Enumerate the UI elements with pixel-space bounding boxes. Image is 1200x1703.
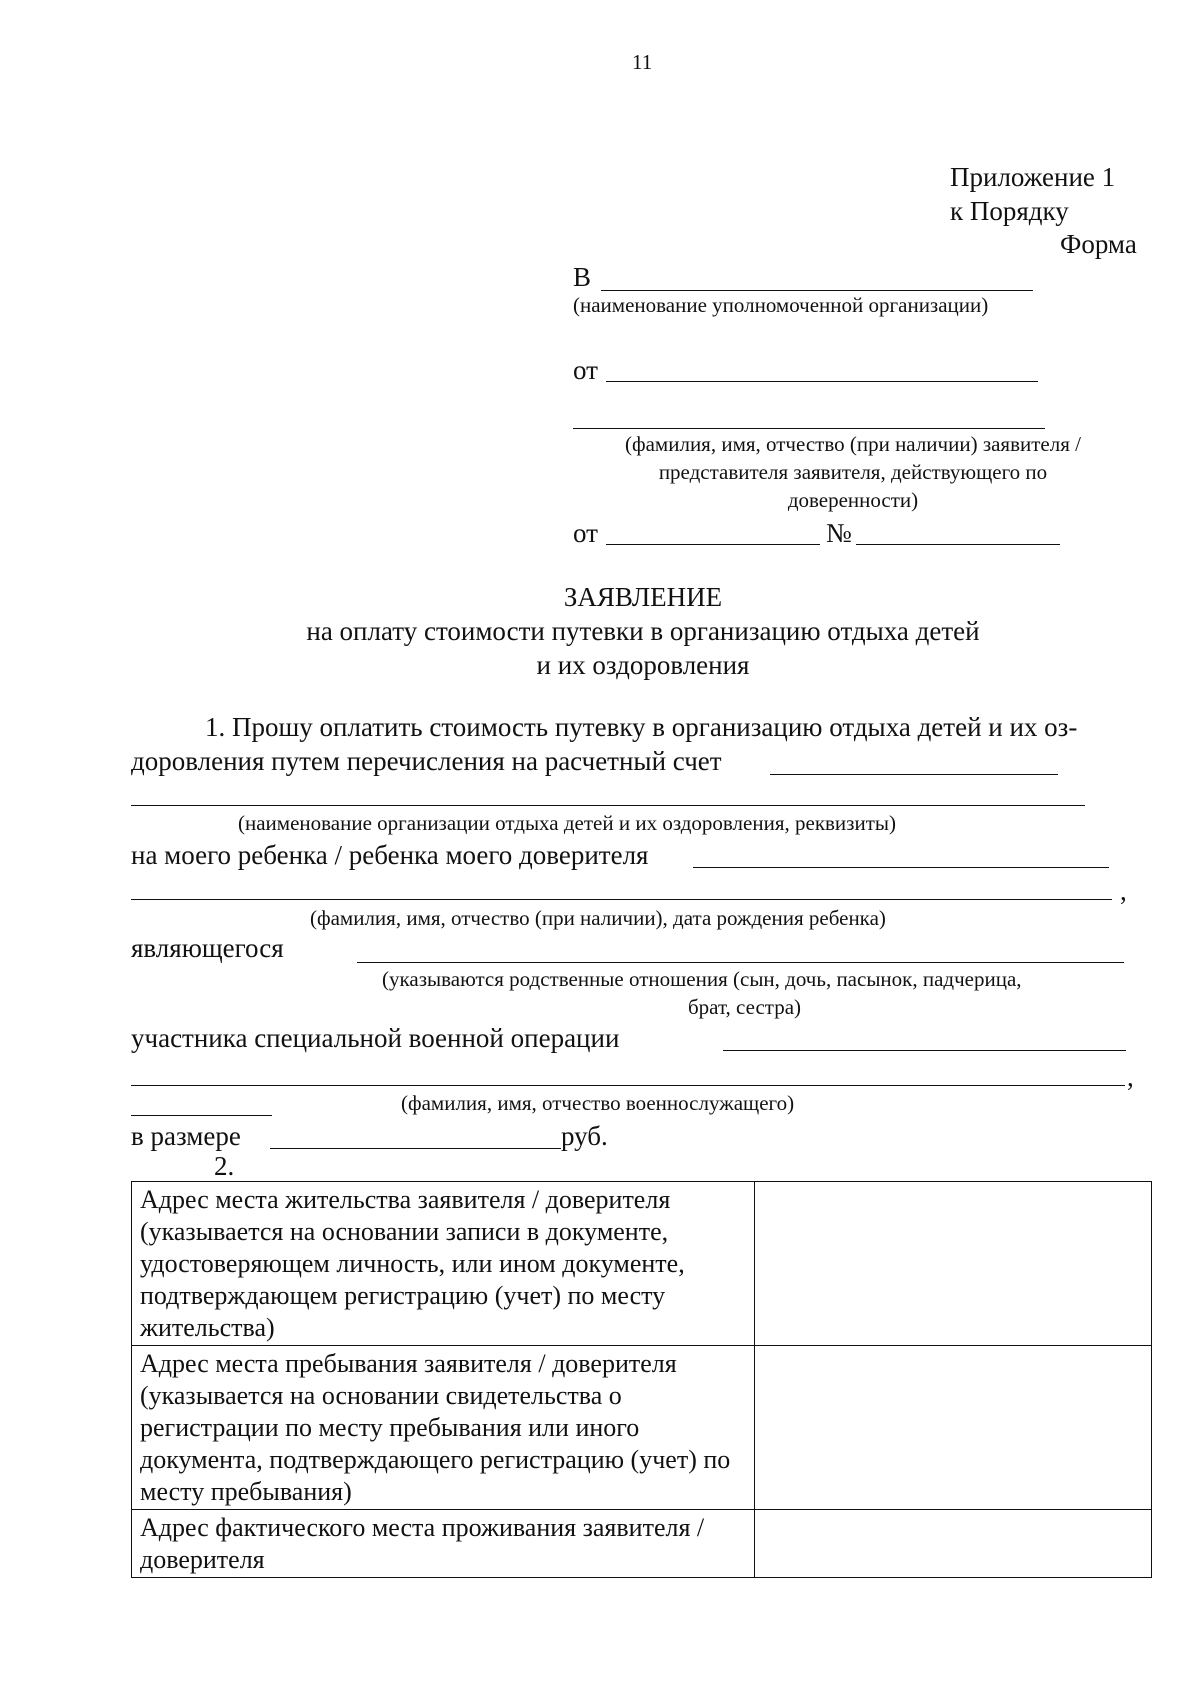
table-row — [132, 1510, 1152, 1578]
serviceman-caption: (фамилия, имя, отчество военнослужащего) — [401, 1091, 795, 1115]
appendix-label: Приложение 1 — [950, 162, 1116, 192]
child-blank-1[interactable] — [693, 867, 1109, 868]
relation-caption-2: брат, сестра) — [688, 995, 802, 1019]
table-cell-value[interactable] — [755, 1346, 1152, 1510]
applicant-caption-1: (фамилия, имя, отчество (при наличии) заявителя / — [625, 432, 1081, 456]
number-sign: № — [826, 518, 852, 548]
table-cell-label: Адрес фактического места проживания заявителя / доверителя — [132, 1510, 755, 1578]
amount-blank[interactable] — [270, 1148, 561, 1149]
org-details-blank[interactable] — [131, 805, 1085, 806]
paragraph-2-number: 2. — [214, 1151, 235, 1181]
from-prefix: от — [573, 355, 598, 385]
address-table — [131, 1181, 1152, 1578]
order-label: к Порядку — [950, 196, 1069, 226]
number-blank[interactable] — [856, 544, 1060, 545]
child-caption: (фамилия, имя, отчество (при наличии), дата рождения ребенка) — [310, 906, 886, 930]
applicant-caption-3: доверенности) — [787, 488, 919, 512]
currency-label: руб. — [561, 1121, 608, 1151]
relation-blank[interactable] — [357, 962, 1124, 963]
applicant-blank-2[interactable] — [573, 428, 1045, 429]
amount-label: в размере — [131, 1121, 241, 1151]
document-subtitle-2: и их оздоровления — [536, 650, 750, 680]
document-title: ЗАЯВЛЕНИЕ — [563, 582, 723, 612]
to-prefix: В — [573, 262, 592, 292]
short-blank[interactable] — [131, 1115, 272, 1116]
comma-2: , — [1127, 1062, 1134, 1092]
table-cell-value[interactable] — [755, 1182, 1152, 1346]
account-blank[interactable] — [770, 774, 1058, 775]
participant-label: участника специальной военной операции — [131, 1023, 620, 1053]
comma-1: , — [1120, 876, 1127, 906]
child-blank-2[interactable] — [131, 899, 1112, 900]
form-label: Форма — [1060, 229, 1137, 259]
relation-caption-1: (указываются родственные отношения (сын, дочь, пасынок, падчерица, — [382, 967, 1022, 991]
participant-blank[interactable] — [723, 1050, 1126, 1051]
table-cell-value[interactable] — [755, 1510, 1152, 1578]
relation-label: являющегося — [131, 933, 284, 963]
organization-blank[interactable] — [601, 290, 1033, 291]
date-prefix: от — [573, 518, 598, 548]
org-details-caption: (наименование организации отдыха детей и их оздоровления, реквизиты) — [238, 811, 896, 835]
document-subtitle-1: на оплату стоимости путевки в организацию отдыха детей — [306, 616, 980, 646]
date-blank[interactable] — [606, 544, 820, 545]
table-cell-label: Адрес места жительства заявителя / доверителя (указывается на основании записи в документе, удостоверяющем личность, или ином документе, подтверждающем регистрацию (учет) по месту жительства) — [132, 1182, 755, 1346]
serviceman-blank[interactable] — [131, 1085, 1125, 1086]
paragraph-1-line-2: доровления путем перечисления на расчетный счет — [131, 746, 722, 776]
page-number: 11 — [632, 50, 653, 74]
organization-caption: (наименование уполномоченной организации) — [573, 293, 989, 317]
applicant-blank-1[interactable] — [606, 381, 1038, 382]
paragraph-1-line-1: 1. Прошу оплатить стоимость путевку в организацию отдыха детей и их оз- — [205, 712, 1078, 742]
table-cell-label: Адрес места пребывания заявителя / доверителя (указывается на основании свидетельства о регистрации по месту пребывания или иного документа, подтверждающего регистрацию (учет) по месту пребывания) — [132, 1346, 755, 1510]
table-row — [132, 1182, 1152, 1346]
table-row — [132, 1346, 1152, 1510]
applicant-caption-2: представителя заявителя, действующего по — [658, 460, 1048, 484]
child-label: на моего ребенка / ребенка моего доверителя — [131, 840, 649, 870]
